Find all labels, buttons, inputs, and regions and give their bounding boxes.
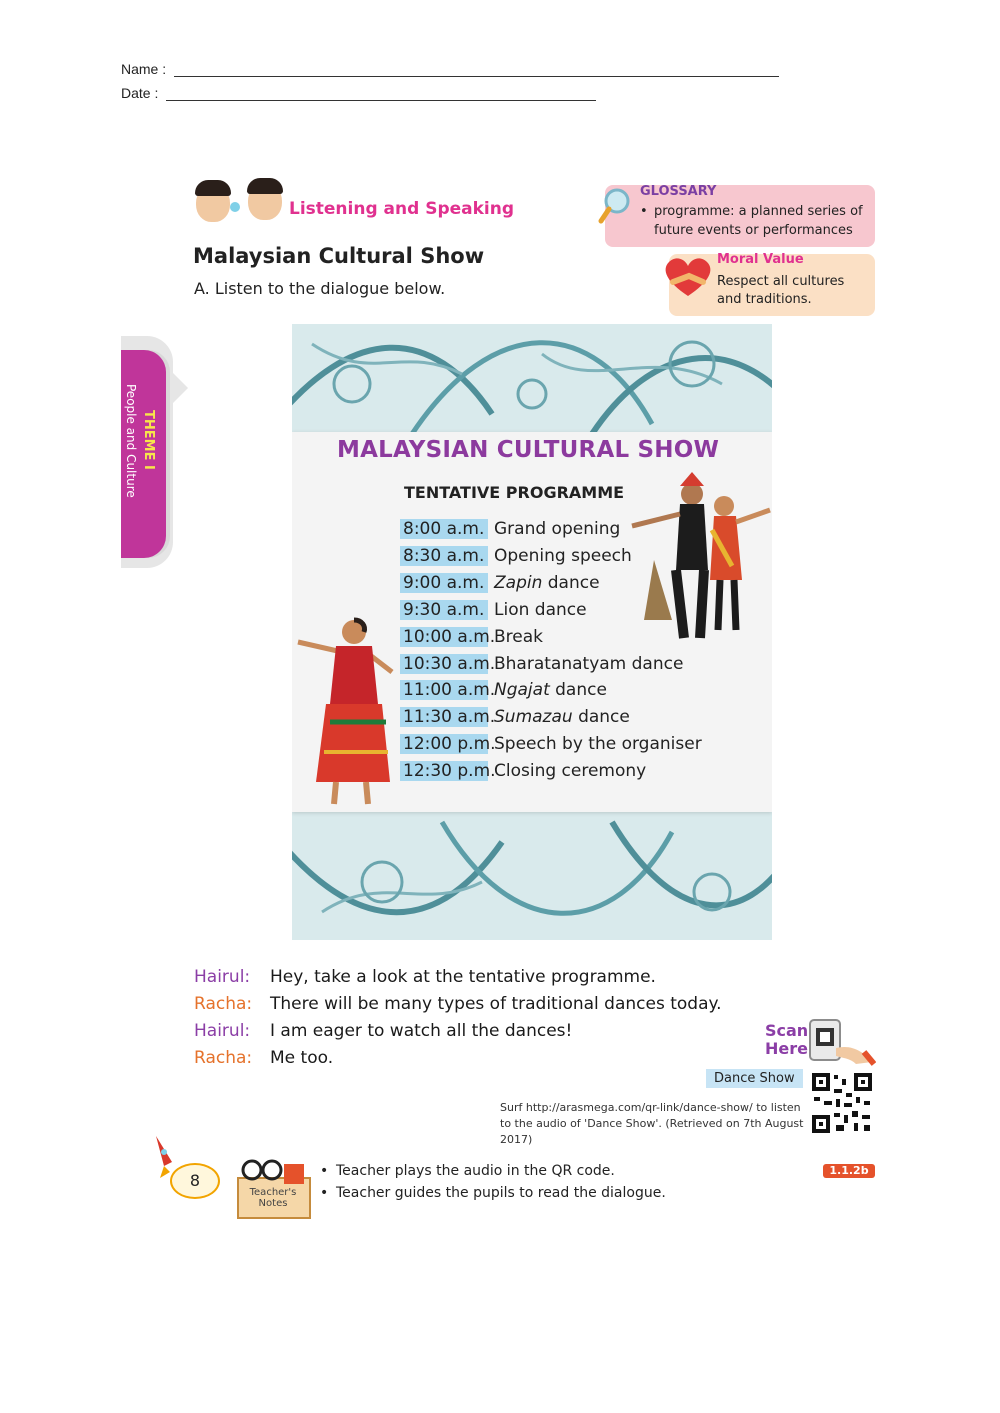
programme-row xyxy=(400,573,600,595)
theme-tab-arrow xyxy=(172,372,188,404)
bottom-batik-pattern xyxy=(292,812,772,940)
programme-time: 10:30 a.m. xyxy=(400,654,488,674)
programme-event: Break xyxy=(494,626,543,647)
section-label: Listening and Speaking xyxy=(289,199,515,219)
programme-time: 9:30 a.m. xyxy=(400,600,488,620)
date-blank[interactable] xyxy=(166,86,596,101)
bullet-icon: • xyxy=(320,1185,329,1201)
dialogue-text: I am eager to watch all the dances! xyxy=(270,1021,573,1041)
programme-event-italic: Ngajat xyxy=(494,680,550,701)
programme-time: 9:00 a.m. xyxy=(400,573,488,593)
programme-event-suffix: dance xyxy=(542,572,600,593)
programme-time: 10:00 a.m. xyxy=(400,627,488,647)
heart-hands-icon xyxy=(659,252,717,300)
dialogue-text: Me too. xyxy=(270,1048,334,1068)
programme-row xyxy=(400,627,543,649)
programme-event: Closing ceremony xyxy=(494,761,647,782)
programme-event: Grand opening xyxy=(494,519,621,539)
theme-tab xyxy=(121,350,166,558)
dialogue-text: There will be many types of traditional dances today. xyxy=(270,994,722,1014)
dialogue-line xyxy=(194,1021,572,1041)
dialogue-speaker: Hairul: xyxy=(194,967,251,987)
programme-event-italic: Zapin xyxy=(494,572,543,593)
programme-event xyxy=(488,573,600,593)
programme-row xyxy=(400,600,587,622)
dance-show-badge: Dance Show xyxy=(706,1069,803,1088)
programme-event xyxy=(488,707,630,727)
programme-row xyxy=(400,546,632,568)
programme-time: 8:30 a.m. xyxy=(400,546,488,566)
magnifier-icon xyxy=(597,185,637,229)
page-title: Malaysian Cultural Show xyxy=(193,244,485,268)
scan-label-line2: Here xyxy=(765,1039,808,1058)
programme-event-suffix: dance xyxy=(572,707,630,728)
programme-row xyxy=(400,654,683,676)
bullet-icon: • xyxy=(320,1163,329,1179)
teachers-notes-label: Teacher's Notes xyxy=(249,1187,297,1209)
instruction: A. Listen to the dialogue below. xyxy=(194,279,446,298)
teacher-note-text: Teacher plays the audio in the QR code. xyxy=(336,1163,615,1179)
dialogue-speaker: Hairul: xyxy=(194,1021,251,1041)
programme-row xyxy=(400,734,702,756)
programme-row xyxy=(400,707,630,729)
programme-time: 11:00 a.m. xyxy=(400,680,488,700)
dialogue-text: Hey, take a look at the tentative programme. xyxy=(270,967,656,987)
date-label: Date : xyxy=(121,85,159,101)
bharatanatyam-dancer-illustration xyxy=(296,612,396,808)
teachers-notes-list xyxy=(320,1160,770,1204)
poster-title: MALAYSIAN CULTURAL SHOW xyxy=(337,437,720,463)
dialogue-line xyxy=(194,967,656,987)
glossary-title: GLOSSARY xyxy=(640,184,717,199)
programme-row xyxy=(400,761,646,783)
moral-value-text: Respect all cultures and traditions. xyxy=(717,274,845,307)
dialogue-speaker: Racha: xyxy=(194,994,253,1014)
date-line xyxy=(121,85,596,101)
dialogue-line xyxy=(194,1048,333,1068)
name-line xyxy=(121,61,779,77)
programme-event-suffix: dance xyxy=(549,680,607,701)
programme-time: 12:00 p.m. xyxy=(400,734,488,754)
top-batik-pattern xyxy=(292,324,772,440)
name-label: Name : xyxy=(121,61,167,77)
programme-time: 8:00 a.m. xyxy=(400,519,488,539)
programme-event: Bharatanatyam dance xyxy=(494,653,684,674)
programme-event xyxy=(488,680,607,700)
moral-value-title: Moral Value xyxy=(717,252,804,267)
programme-row xyxy=(400,680,607,702)
page-number: 8 xyxy=(170,1163,220,1199)
programme-row xyxy=(400,519,620,541)
listening-speaking-icon xyxy=(194,176,286,226)
dialogue-line xyxy=(194,994,722,1014)
qr-code-icon[interactable] xyxy=(810,1071,874,1135)
teacher-note-text: Teacher guides the pupils to read the dialogue. xyxy=(336,1185,666,1201)
learning-standard-code: 1.1.2b xyxy=(823,1164,875,1178)
glossary-definition: • programme: a planned series of future events or performances xyxy=(640,202,872,240)
programme-event: Speech by the organiser xyxy=(494,734,702,755)
dialogue-speaker: Racha: xyxy=(194,1048,253,1068)
qr-instructions: Surf http://arasmega.com/qr-link/dance-show/ to listen to the audio of 'Dance Show'. (Retrieved on 7th August 2017) xyxy=(500,1101,804,1146)
name-blank[interactable] xyxy=(174,62,779,77)
theme-subtitle: People and Culture xyxy=(124,384,138,498)
phone-scan-icon xyxy=(806,1018,876,1066)
teacher-note xyxy=(320,1160,770,1182)
scan-label-line1: Scan xyxy=(765,1021,809,1040)
glossary-definition-text: programme: a planned series of future events or performances xyxy=(654,204,863,238)
teacher-note xyxy=(320,1182,770,1204)
scan-here-label xyxy=(765,1022,808,1058)
poster-subtitle: TENTATIVE PROGRAMME xyxy=(404,483,625,502)
programme-event: Opening speech xyxy=(494,545,632,566)
programme-time: 11:30 a.m. xyxy=(400,707,488,727)
programme-time: 12:30 p.m. xyxy=(400,761,488,781)
programme-event-italic: Sumazau xyxy=(494,707,573,728)
theme-label: THEME I xyxy=(141,410,156,470)
ethnic-dancers-illustration xyxy=(624,470,772,642)
programme-event: Lion dance xyxy=(494,599,587,620)
